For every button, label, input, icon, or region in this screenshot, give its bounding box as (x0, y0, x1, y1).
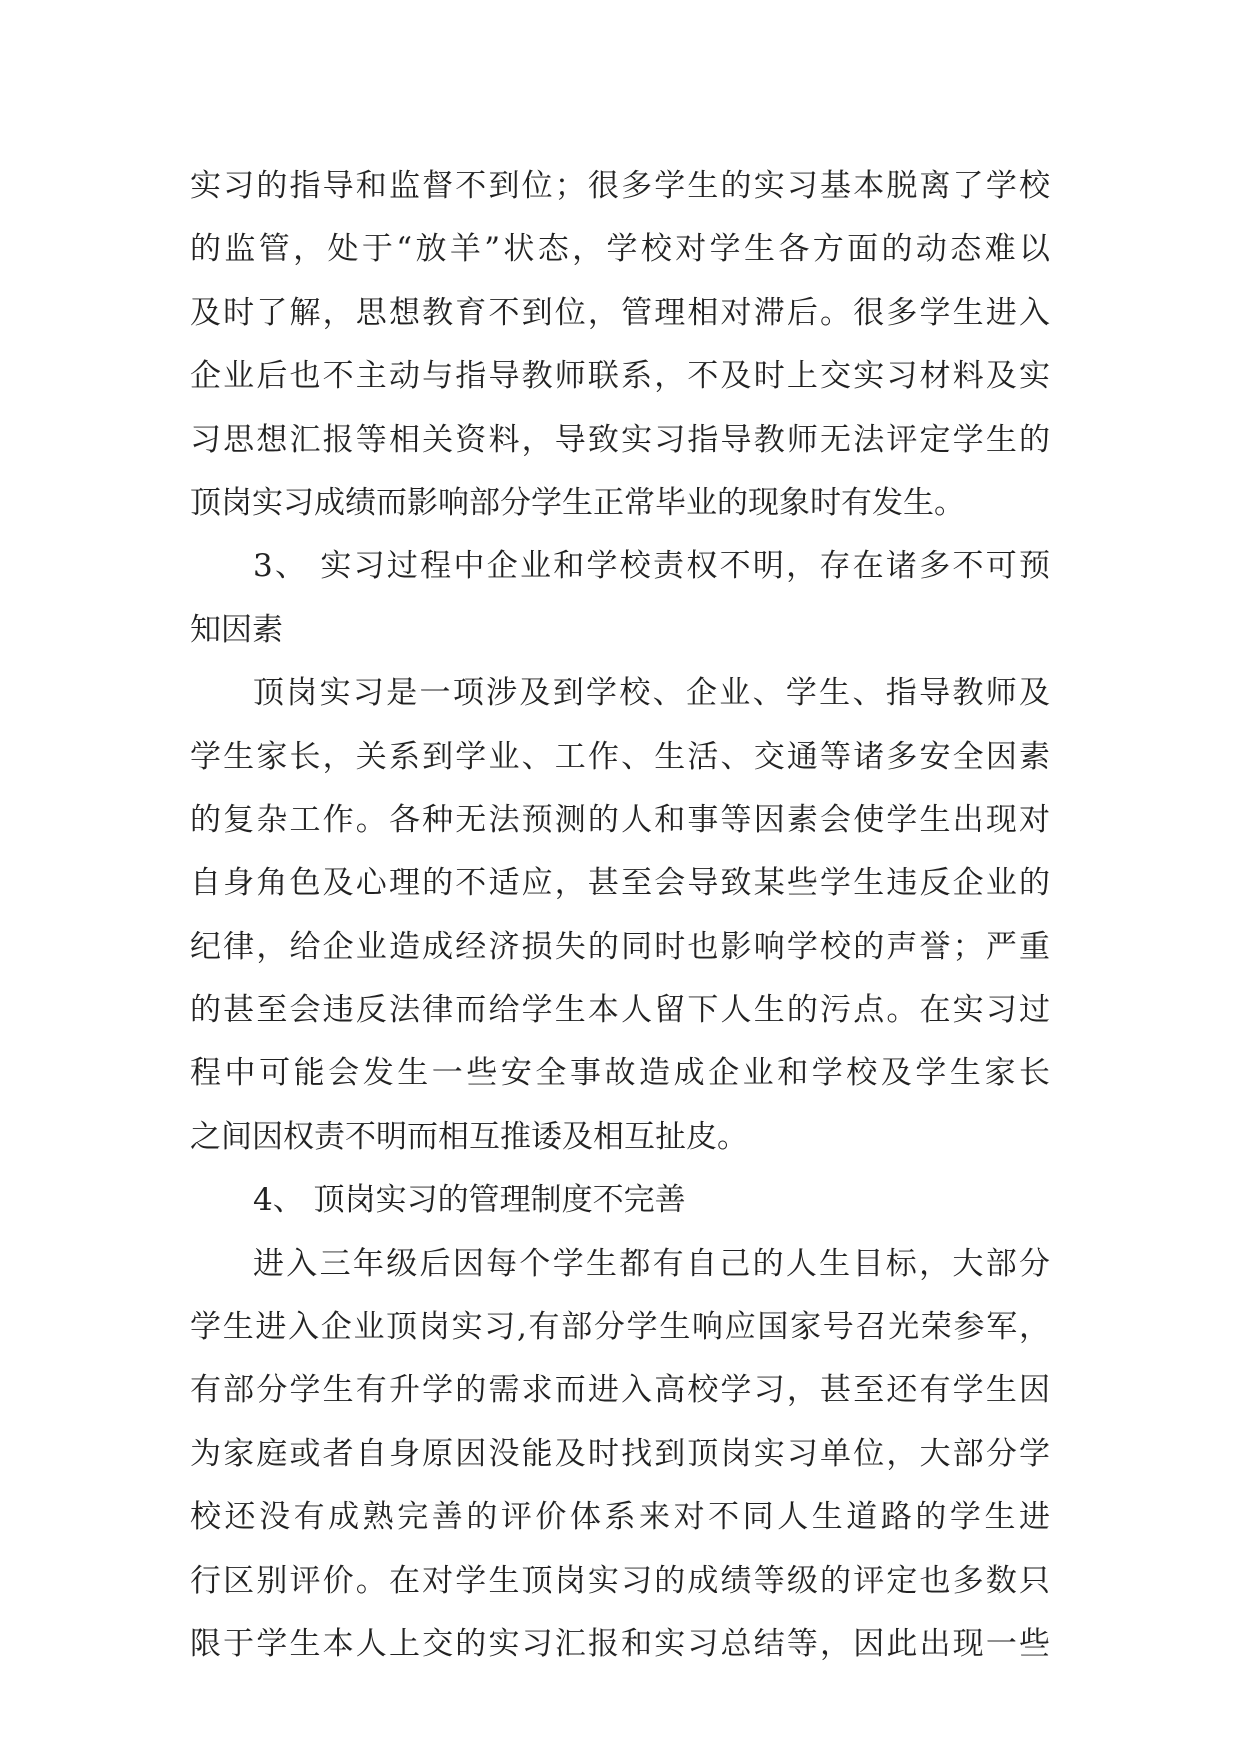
text-line: 企业后也不主动与指导教师联系，不及时上交实习材料及实 (190, 358, 1050, 395)
text-line: 进入三年级后因每个学生都有自己的人生目标，大部分 (253, 1245, 1050, 1282)
text-line: 纪律，给企业造成经济损失的同时也影响学校的声誉；严重 (190, 928, 1050, 965)
text-line: 习思想汇报等相关资料，导致实习指导教师无法评定学生的 (190, 421, 1050, 458)
body-text (190, 155, 1050, 1676)
text-line: 之间因权责不明而相互推诿及相互扯皮。 (190, 1118, 748, 1155)
text-line: 为家庭或者自身原因没能及时找到顶岗实习单位，大部分学 (190, 1435, 1050, 1472)
text-line: 有部分学生有升学的需求而进入高校学习，甚至还有学生因 (190, 1372, 1050, 1409)
text-line: 学生家长，关系到学业、工作、生活、交通等诸多安全因素 (190, 738, 1050, 775)
text-line: 的甚至会违反法律而给学生本人留下人生的污点。在实习过 (190, 992, 1050, 1029)
text-line: 的复杂工作。各种无法预测的人和事等因素会使学生出现对 (190, 801, 1050, 838)
text-line: 程中可能会发生一些安全事故造成企业和学校及学生家长 (190, 1055, 1050, 1092)
section-heading: 3、 实习过程中企业和学校责权不明，存在诸多不可预 (253, 548, 1050, 585)
text-line: 自身角色及心理的不适应，甚至会导致某些学生违反企业的 (190, 865, 1050, 902)
text-line: 限于学生本人上交的实习汇报和实习总结等，因此出现一些 (190, 1625, 1050, 1662)
section-heading: 4、 顶岗实习的管理制度不完善 (253, 1182, 686, 1219)
text-line: 顶岗实习是一项涉及到学校、企业、学生、指导教师及 (253, 675, 1050, 712)
text-line: 学生进入企业顶岗实习,有部分学生响应国家号召光荣参军， (190, 1309, 1050, 1346)
text-line: 及时了解，思想教育不到位，管理相对滞后。很多学生进入 (190, 294, 1050, 331)
text-line: 校还没有成熟完善的评价体系来对不同人生道路的学生进 (190, 1499, 1050, 1536)
section-heading-continuation: 知因素 (190, 611, 283, 648)
text-line: 的监管，处于“放羊”状态，学校对学生各方面的动态难以 (190, 231, 1050, 268)
text-line: 顶岗实习成绩而影响部分学生正常毕业的现象时有发生。 (190, 484, 965, 521)
text-line: 行区别评价。在对学生顶岗实习的成绩等级的评定也多数只 (190, 1562, 1050, 1599)
text-line: 实习的指导和监督不到位；很多学生的实习基本脱离了学校 (190, 168, 1050, 204)
